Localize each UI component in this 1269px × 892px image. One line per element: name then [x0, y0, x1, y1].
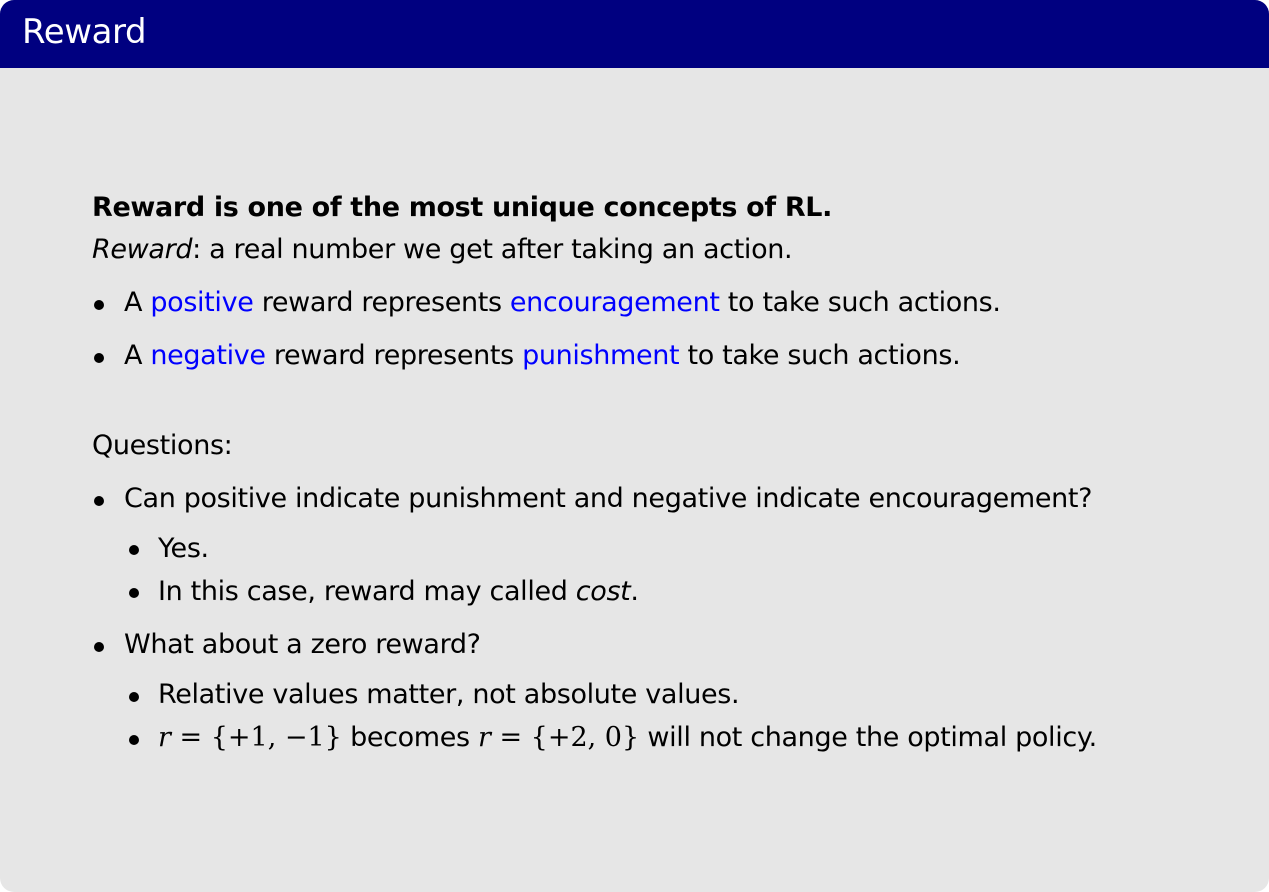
definition-term: Reward [92, 234, 193, 265]
answer-yes: Yes. [158, 533, 209, 564]
bullet-item-2 [124, 339, 960, 373]
slide-title: Reward [22, 12, 147, 52]
answer-cost [158, 575, 639, 609]
definition-line [92, 233, 792, 267]
answer-relative: Relative values matter, not absolute values. [158, 679, 740, 710]
answer-formula [158, 721, 1097, 755]
intro-heading: Reward is one of the most unique concepts of RL. [92, 192, 833, 223]
answer-dot-2 [129, 588, 139, 598]
reward-set-1: = {+1, −1} [170, 722, 342, 753]
definition-text: : a real number we get after taking an action. [192, 234, 793, 265]
negative-highlight: negative [150, 340, 266, 371]
cost-term: cost [575, 576, 631, 607]
question-1: Can positive indicate punishment and negative indicate encouragement? [124, 483, 1093, 514]
reward-set-2: = {+2, 0} [490, 722, 640, 753]
answer-cost-prefix: In this case, reward may called [158, 576, 576, 607]
answer-dot-4 [129, 735, 139, 745]
bullet-1-middle: reward represents [253, 287, 510, 318]
formula-middle: becomes [341, 722, 478, 753]
question-2: What about a zero reward? [124, 629, 481, 660]
question-dot-2 [94, 642, 104, 652]
bullet-1-suffix: to take such actions. [719, 287, 1001, 318]
bullet-2-suffix: to take such actions. [679, 340, 961, 371]
question-dot-1 [94, 496, 104, 506]
bullet-item-1 [124, 286, 1001, 320]
bullet-dot-1 [94, 300, 104, 310]
questions-label: Questions: [92, 430, 233, 461]
bullet-dot-2 [94, 353, 104, 363]
reward-variable-2: r [477, 722, 491, 753]
encouragement-highlight: encouragement [509, 287, 720, 318]
answer-cost-suffix: . [630, 576, 639, 607]
answer-dot-3 [129, 692, 139, 702]
bullet-2-prefix: A [124, 340, 151, 371]
positive-highlight: positive [150, 287, 254, 318]
reward-variable-1: r [158, 722, 171, 753]
bullet-1-prefix: A [124, 287, 151, 318]
bullet-2-middle: reward represents [265, 340, 523, 371]
formula-suffix: will not change the optimal policy. [639, 722, 1097, 753]
answer-dot-1 [129, 545, 139, 555]
punishment-highlight: punishment [522, 340, 680, 371]
